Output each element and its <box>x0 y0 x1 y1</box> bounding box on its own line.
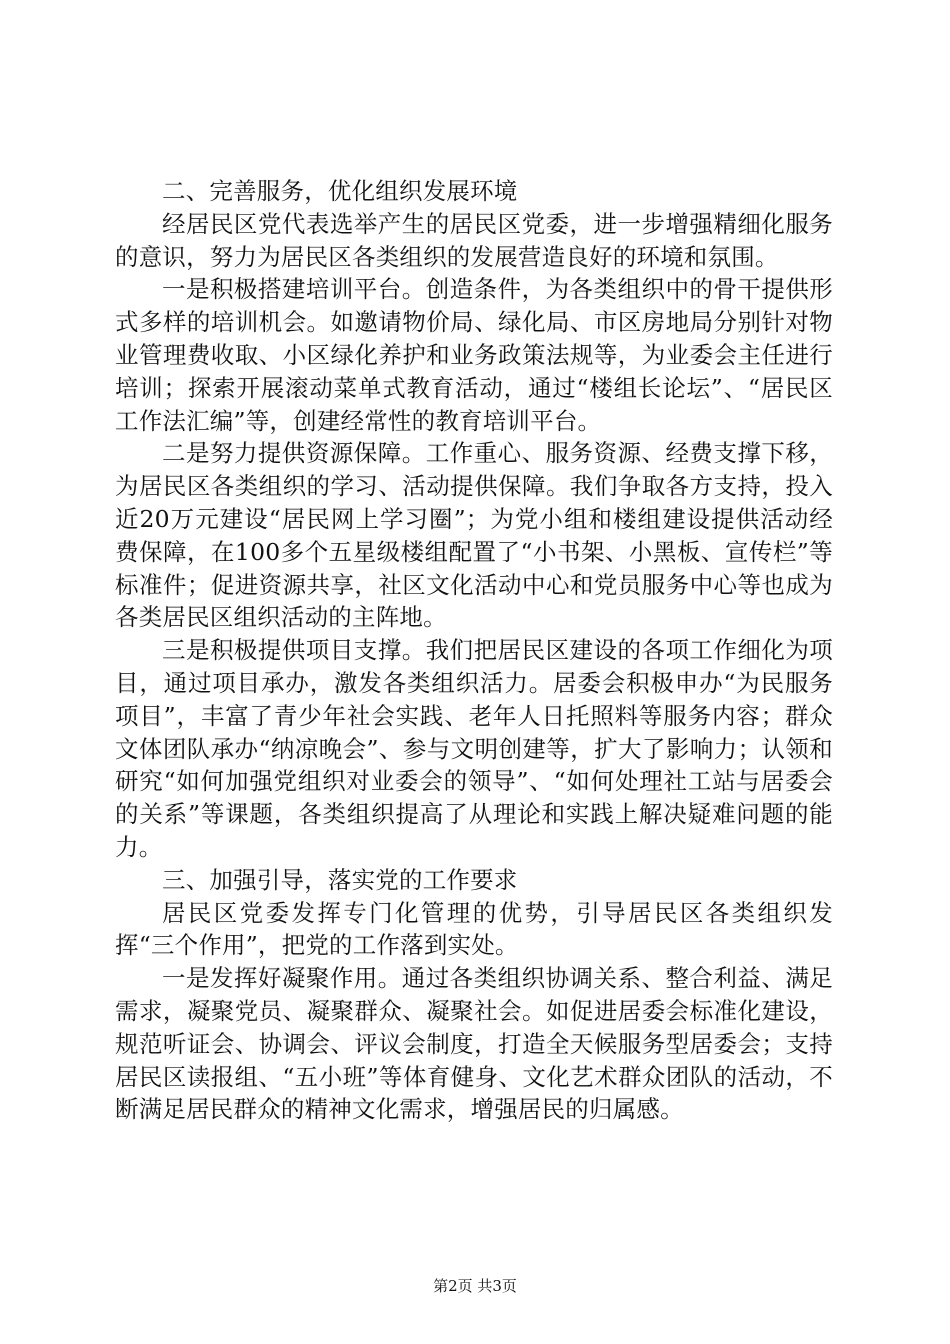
paragraph-training-platform: 一是积极搭建培训平台。创造条件，为各类组织中的骨干提供形式多样的培训机会。如邀请物价局、绿化局、市区房地局分别针对物业管理费收取、小区绿化养护和业务政策法规等，为业委会主任进行培训；探索开展滚动菜单式教育活动，通过“楼组长论坛”、“居民区工作法汇编”等，创建经常性的教育培训平台。 <box>115 275 833 435</box>
section-heading-3: 三、加强引导，落实党的工作要求 <box>162 865 518 894</box>
paragraph-project-support: 三是积极提供项目支撑。我们把居民区建设的各项工作细化为项目，通过项目承办，激发各类组织活力。居委会积极申办“为民服务项目”，丰富了青少年社会实践、老年人日托照料等服务内容；群众文体团队承办“纳凉晚会”、参与文明创建等，扩大了影响力；认领和研究“如何加强党组织对业委会的领导”、“如何处理社工站与居委会的关系”等课题，各类组织提高了从理论和实践上解决疑难问题的能力。 <box>115 636 833 861</box>
paragraph-intro-2: 经居民区党代表选举产生的居民区党委，进一步增强精细化服务的意识，努力为居民区各类组织的发展营造良好的环境和氛围。 <box>115 209 833 271</box>
paragraph-intro-3: 居民区党委发挥专门化管理的优势，引导居民区各类组织发挥“三个作用”，把党的工作落到实处。 <box>115 898 833 960</box>
page-number-footer: 第2页 共3页 <box>433 1277 517 1295</box>
paragraph-resource-support: 二是努力提供资源保障。工作重心、服务资源、经费支撑下移，为居民区各类组织的学习、活动提供保障。我们争取各方支持，投入近20万元建设“居民网上学习圈”；为党小组和楼组建设提供活动经费保障，在100多个五星级楼组配置了“小书架、小黑板、宣传栏”等标准件；促进资源共享，社区文化活动中心和党员服务中心等也成为各类居民区组织活动的主阵地。 <box>115 439 833 632</box>
paragraph-cohesion-role: 一是发挥好凝聚作用。通过各类组织协调关系、整合利益、满足需求，凝聚党员、凝聚群众、凝聚社会。如促进居委会标准化建设，规范听证会、协调会、评议会制度，打造全天候服务型居委会；支持居民区读报组、“五小班”等体育健身、文化艺术群众团队的活动，不断满足居民群众的精神文化需求，增强居民的归属感。 <box>115 964 833 1124</box>
document-body <box>115 175 833 1126</box>
section-heading-2: 二、完善服务，优化组织发展环境 <box>162 177 518 205</box>
